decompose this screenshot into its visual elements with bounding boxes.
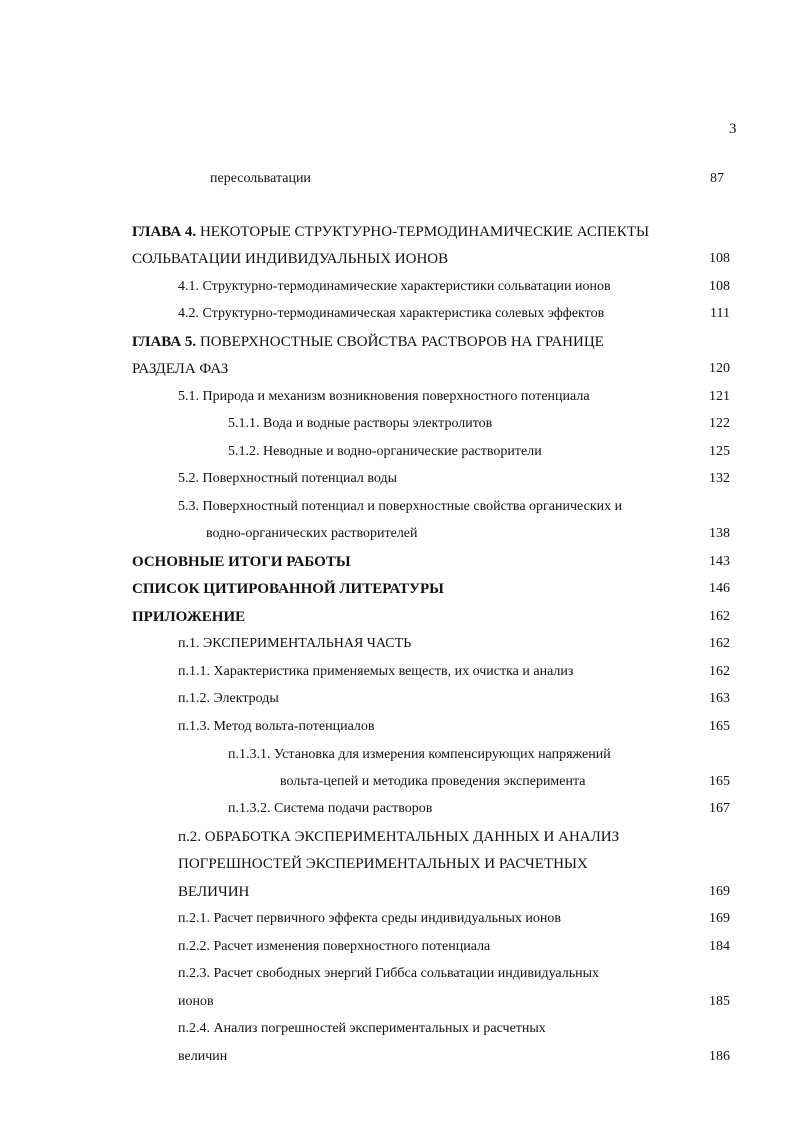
toc-entry-text: п.2. ОБРАБОТКА ЭКСПЕРИМЕНТАЛЬНЫХ ДАННЫХ И АНАЛИЗ [178,829,620,845]
toc-entry-text: ВЕЛИЧИН [178,884,250,900]
section-heading: СПИСОК ЦИТИРОВАННОЙ ЛИТЕРАТУРЫ [132,581,444,597]
toc-entry-page: 87 [710,171,724,186]
toc-entry-text: пересольватации [210,171,311,186]
toc-entry-text: 5.1.1. Вода и водные растворы электролитов [228,416,493,431]
toc-entry-page: 143 [709,554,730,569]
page-number: 3 [729,121,737,137]
chapter-title-continued: РАЗДЕЛА ФАЗ [132,361,229,377]
toc-entry-page: 132 [709,471,730,486]
toc-entry-text: величин [178,1049,228,1064]
toc-entry-text: п.1.1. Характеристика применяемых веществ, их очистка и анализ [178,664,574,679]
section-heading: ПРИЛОЖЕНИЕ [132,609,246,625]
toc-entry-page: 111 [710,306,730,321]
chapter-label: ГЛАВА 4. [132,224,197,240]
toc-entry-page: 125 [709,444,730,459]
toc-entry-text: п.2.4. Анализ погрешностей экспериментальных и расчетных [178,1021,546,1036]
toc-entry-page: 162 [709,636,730,651]
toc-entry-page: 165 [709,774,730,789]
toc-entry-page: 169 [709,911,730,926]
toc-entry-page: 162 [709,664,730,679]
toc-entry-text: 5.2. Поверхностный потенциал воды [178,471,397,486]
toc-entry-text: 5.1.2. Неводные и водно-органические растворители [228,444,542,459]
toc-entry-text: п.1.3.2. Система подачи растворов [228,801,433,816]
toc-entry-text: п.1.3. Метод вольта-потенциалов [178,719,375,734]
toc-entry-text: п.1.2. Электроды [178,691,279,706]
toc-entry-page: 169 [709,884,730,899]
toc-entry-page: 146 [709,581,730,596]
toc-entry-text: 5.3. Поверхностный потенциал и поверхностные свойства органических и [178,499,623,514]
chapter-heading [132,333,604,351]
toc-entry-page: 184 [709,939,730,954]
toc-entry-text: п.1.3.1. Установка для измерения компенсирующих напряжений [228,747,611,762]
toc-entry-text: вольта-цепей и методика проведения эксперимента [280,774,586,789]
section-heading: ОСНОВНЫЕ ИТОГИ РАБОТЫ [132,554,351,570]
toc-entry-page: 163 [709,691,730,706]
toc-entry-page: 162 [709,609,730,624]
chapter-title-continued: СОЛЬВАТАЦИИ ИНДИВИДУАЛЬНЫХ ИОНОВ [132,251,449,267]
toc-entry-text: п.2.1. Расчет первичного эффекта среды индивидуальных ионов [178,911,561,926]
toc-entry-text: п.2.3. Расчет свободных энергий Гиббса сольватации индивидуальных [178,966,600,981]
chapter-title: НЕКОТОРЫЕ СТРУКТУРНО-ТЕРМОДИНАМИЧЕСКИЕ АСПЕКТЫ [196,224,650,240]
chapter-title: ПОВЕРХНОСТНЫЕ СВОЙСТВА РАСТВОРОВ НА ГРАНИЦЕ [196,334,604,350]
toc-entry-text: 5.1. Природа и механизм возникновения поверхностного потенциала [178,389,590,404]
toc-entry-page: 165 [709,719,730,734]
toc-entry-page: 108 [709,279,730,294]
toc-entry-text: 4.2. Структурно-термодинамическая характеристика солевых эффектов [178,306,605,321]
chapter-heading [132,223,649,241]
toc-entry-text: ионов [178,994,214,1009]
toc-entry-page: 138 [709,526,730,541]
toc-entry-page: 185 [709,994,730,1009]
toc-entry-page: 121 [709,389,730,404]
toc-entry-page: 186 [709,1049,730,1064]
toc-entry-page: 122 [709,416,730,431]
toc-entry-text: п.1. ЭКСПЕРИМЕНТАЛЬНАЯ ЧАСТЬ [178,636,412,651]
toc-entry-page: 120 [709,361,730,376]
toc-entry-text: водно-органических растворителей [206,526,418,541]
toc-entry-text: ПОГРЕШНОСТЕЙ ЭКСПЕРИМЕНТАЛЬНЫХ И РАСЧЕТНЫХ [178,856,588,872]
toc-entry-text: 4.1. Структурно-термодинамические характеристики сольватации ионов [178,279,611,294]
toc-entry-page: 167 [709,801,730,816]
toc-entry-text: п.2.2. Расчет изменения поверхностного потенциала [178,939,491,954]
toc-entry-page: 108 [709,251,730,266]
chapter-label: ГЛАВА 5. [132,334,197,350]
